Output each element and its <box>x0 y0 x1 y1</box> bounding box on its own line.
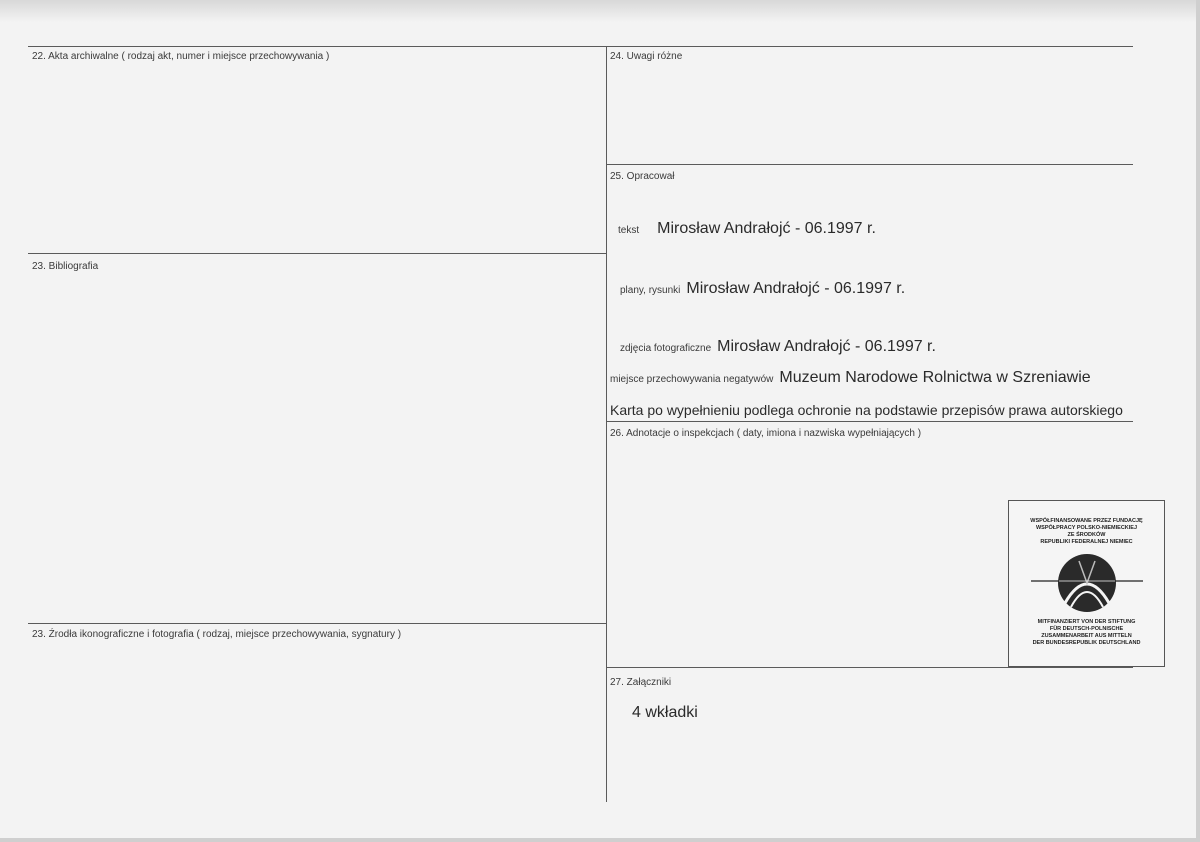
stamp-de-line-2: FÜR DEUTSCH-POLNISCHE <box>1049 626 1124 632</box>
field-label-opracowal: 25. Opracował <box>610 171 675 182</box>
tekst-value: Mirosław Andrałojć - 06.1997 r. <box>657 220 876 237</box>
stamp-pl-line-3: ZE ŚRODKÓW <box>1067 532 1106 538</box>
opracowal-miejsce-row <box>610 369 1091 387</box>
foundation-emblem-icon <box>1031 551 1143 617</box>
stamp-pl-line-2: WSPÓŁPRACY POLSKO-NIEMIECKIEJ <box>1035 525 1138 531</box>
field-label-uwagi: 24. Uwagi różne <box>610 51 683 62</box>
stamp-de-line-3: ZUSAMMENARBEIT AUS MITTELN <box>1041 633 1132 639</box>
field-label-zalaczniki: 27. Załączniki <box>610 677 672 688</box>
divider-zrodla <box>28 623 606 624</box>
foundation-stamp <box>1008 500 1165 667</box>
divider-top <box>28 46 1133 47</box>
stamp-pl-line-4: REPUBLIKI FEDERALNEJ NIEMIEC <box>1040 539 1133 545</box>
plany-value: Mirosław Andrałojć - 06.1997 r. <box>686 280 906 297</box>
zdjecia-label: zdjęcia fotograficzne <box>620 343 712 354</box>
field-label-akta-archiwalne: 22. Akta archiwalne ( rodzaj akt, numer i miejsce przechowywania ) <box>32 51 330 62</box>
divider-adnotacje <box>606 421 1133 422</box>
field-label-bibliografia: 23. Bibliografia <box>32 261 99 272</box>
stamp-de-line-1: MITFINANZIERT VON DER STIFTUNG <box>1037 619 1136 625</box>
stamp-pl-line-1: WSPÓŁFINANSOWANE PRZEZ FUNDACJĘ <box>1030 518 1143 524</box>
miejsce-label: miejsce przechowywania negatywów <box>610 374 774 385</box>
zdjecia-value: Mirosław Andrałojć - 06.1997 r. <box>717 338 936 355</box>
tekst-label: tekst <box>618 225 640 236</box>
stamp-de-line-4: DER BUNDESREPUBLIK DEUTSCHLAND <box>1032 640 1141 646</box>
right-edge <box>1196 0 1200 842</box>
zalaczniki-value: 4 wkładki <box>632 704 698 721</box>
top-shadow <box>0 0 1200 22</box>
divider-opracowal <box>606 164 1133 165</box>
opracowal-plany-row <box>620 280 905 298</box>
field-label-adnotacje: 26. Adnotacje o inspekcjach ( daty, imiona i nazwiska wypełniających ) <box>610 428 922 439</box>
opracowal-zdjecia-row <box>620 338 936 356</box>
bottom-edge <box>0 838 1200 842</box>
divider-bibliografia <box>28 253 606 254</box>
miejsce-value: Muzeum Narodowe Rolnictwa w Szreniawie <box>779 369 1091 386</box>
divider-zalaczniki <box>606 667 1133 668</box>
field-label-zrodla-ikonograficzne: 23. Źrodła ikonograficzne i fotografia ( rodzaj, miejsce przechowywania, sygnatury ) <box>32 629 402 640</box>
copyright-note: Karta po wypełnieniu podlega ochronie na podstawie przepisów prawa autorskiego <box>610 402 1123 418</box>
divider-center <box>606 46 607 802</box>
opracowal-tekst-row <box>618 220 876 238</box>
plany-label: plany, rysunki <box>620 285 681 296</box>
